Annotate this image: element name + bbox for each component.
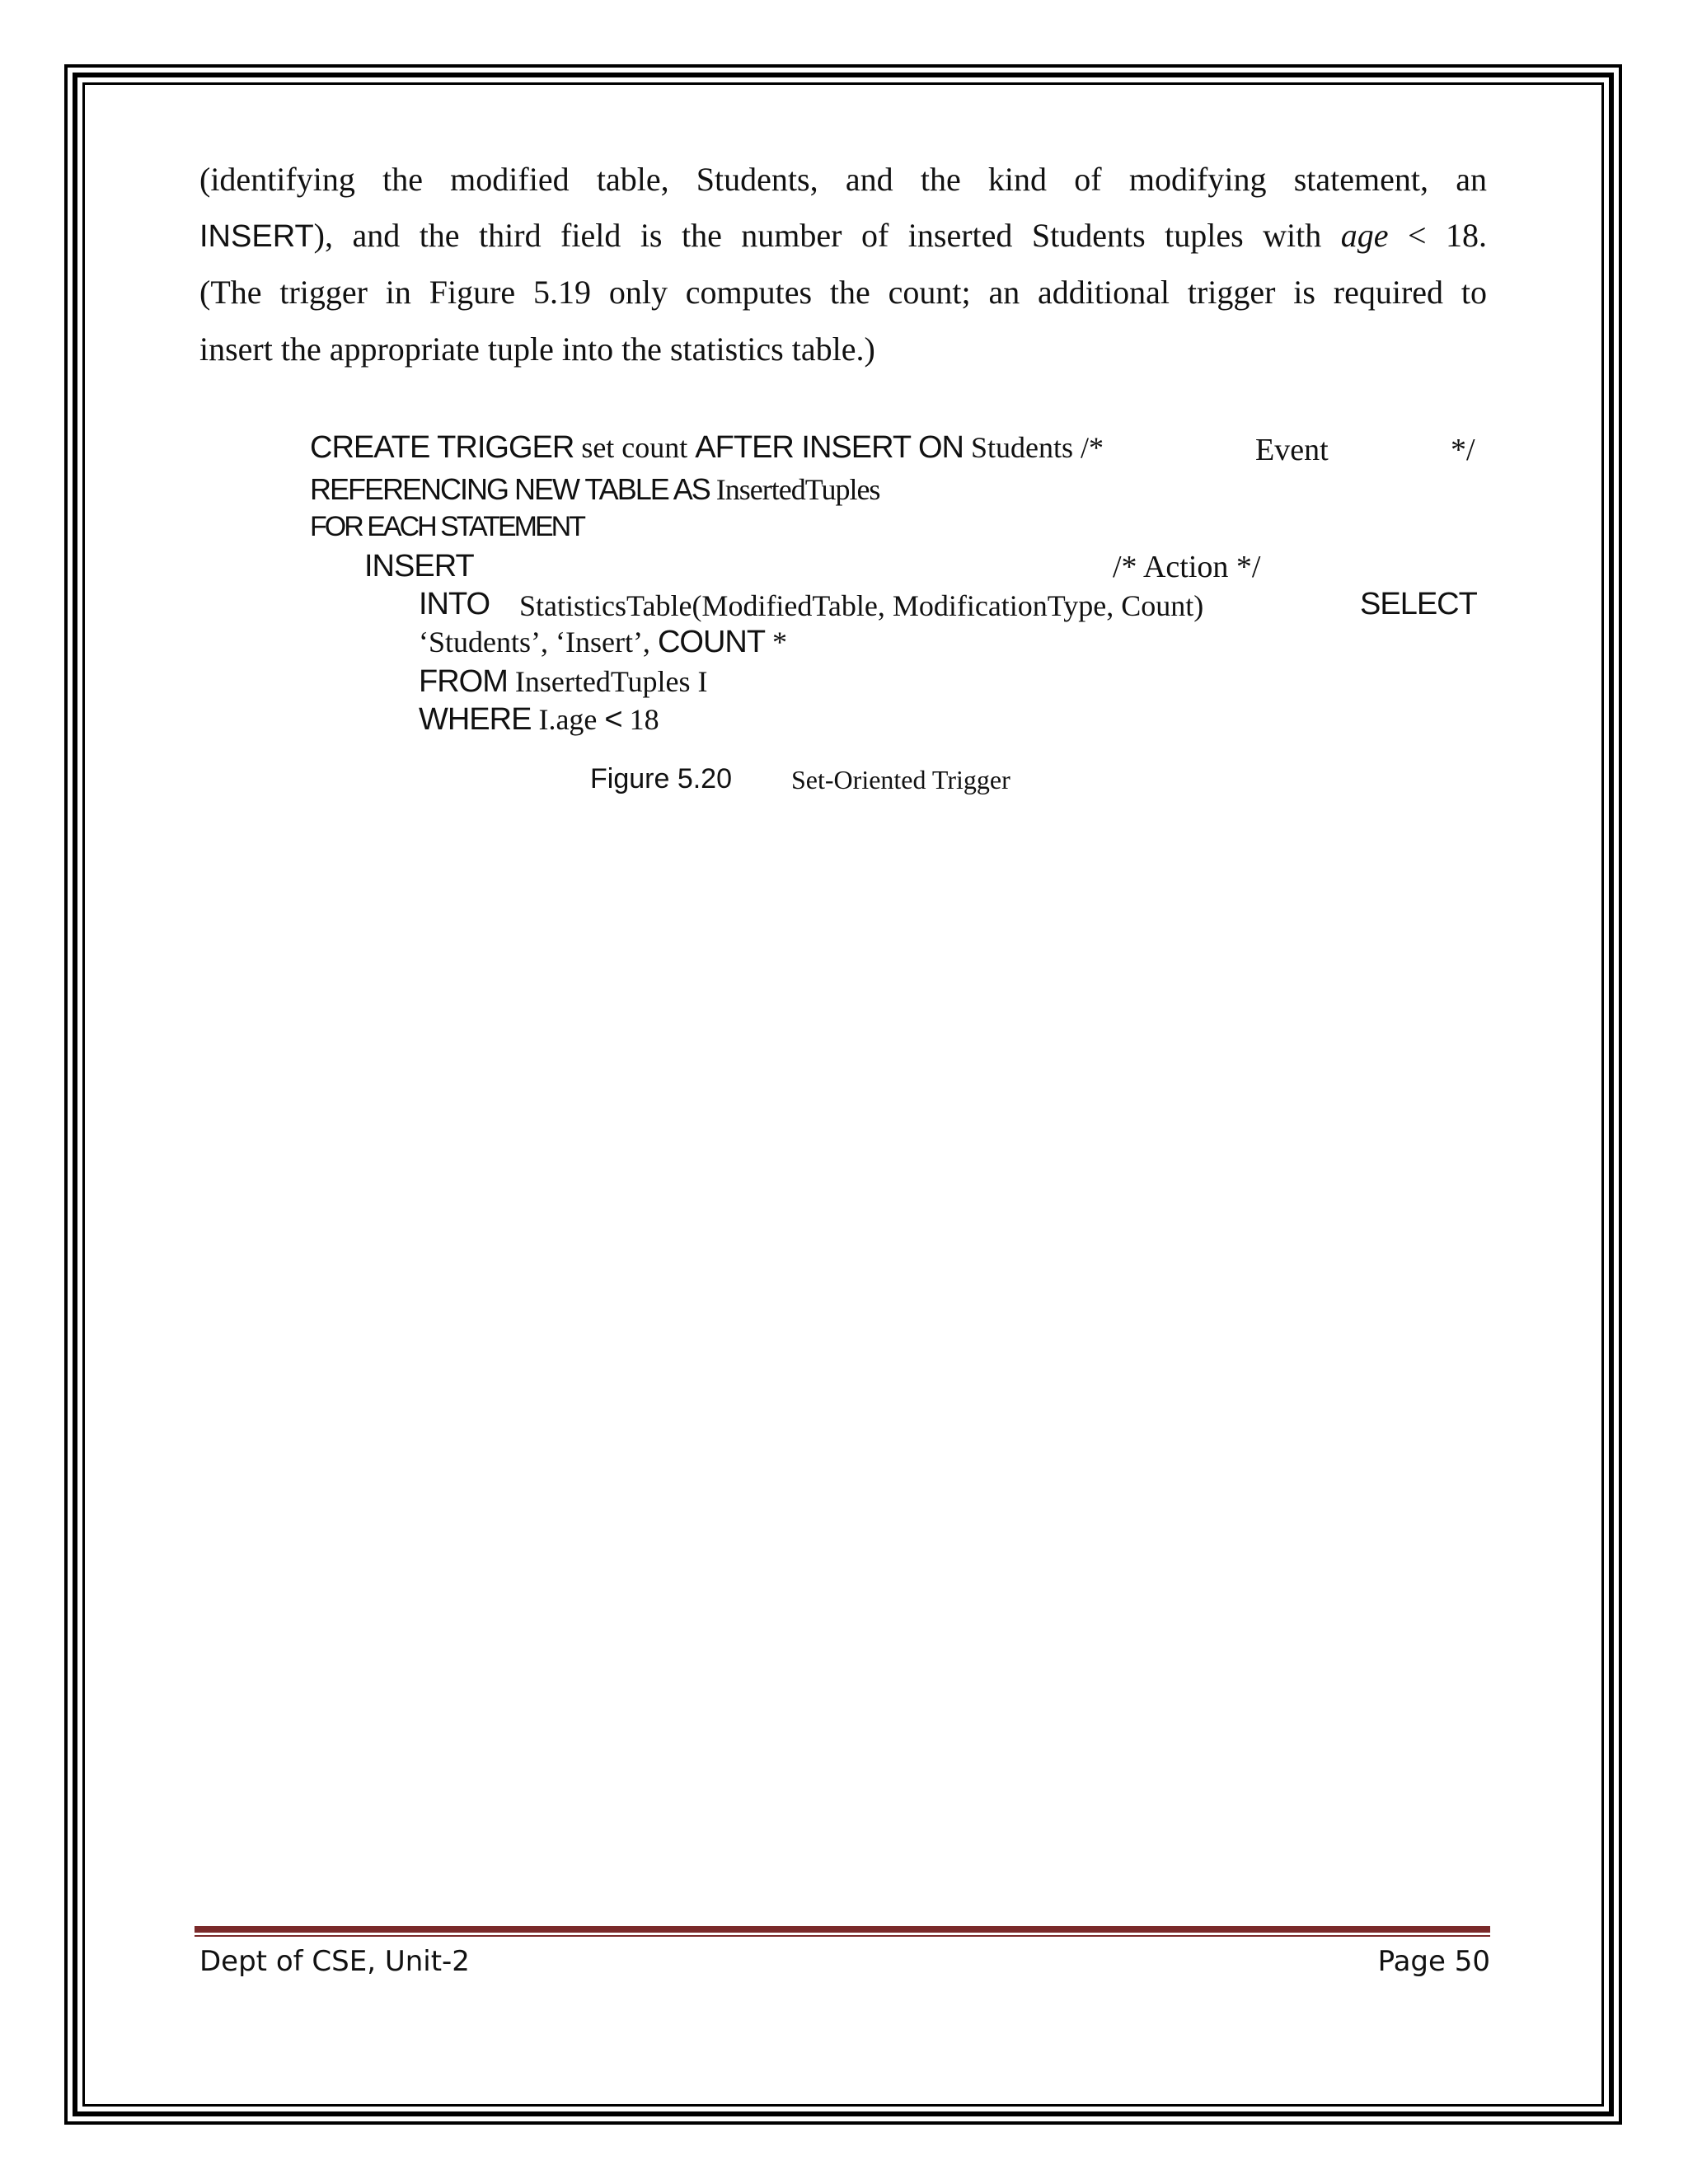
code-line-1 (310, 430, 1104, 466)
into-keyword: INTO (419, 587, 490, 621)
paragraph-line-1: (identifying the modified table, Students, and the kind of modifying statement, an (199, 161, 1487, 198)
select-keyword: SELECT (1360, 587, 1477, 621)
footer-page-number: Page 50 (1377, 1945, 1490, 1978)
event-comment-close: */ (1451, 433, 1475, 467)
table-name: Students /* (963, 431, 1104, 464)
code-line-6 (419, 625, 787, 660)
trigger-name: set count (574, 431, 696, 464)
from-source: InsertedTuples I (507, 665, 708, 698)
count-keyword: COUNT (657, 625, 766, 659)
statistics-table: StatisticsTable(ModifiedTable, ModificationType, Count) (519, 589, 1204, 622)
after-insert-on-keyword: AFTER INSERT ON (695, 430, 964, 465)
age-term: age (1340, 217, 1389, 254)
figure-title: Set-Oriented Trigger (791, 765, 1010, 794)
paragraph-line-2-text: ), and the third field is the number of inserted Students tuples with (313, 217, 1341, 254)
code-line-7 (419, 664, 708, 700)
paragraph-line-2-end: < 18. (1388, 217, 1488, 254)
paragraph-line-2 (199, 211, 1487, 260)
code-line-8 (419, 702, 659, 738)
page-border-inner (82, 82, 1604, 2107)
figure-label: Figure 5.20 (590, 763, 732, 794)
action-comment: /* Action */ (1113, 550, 1261, 584)
insert-keyword: INSERT (199, 219, 314, 254)
where-condition: I.age (531, 703, 605, 736)
where-keyword: WHERE (419, 702, 532, 737)
code-line-2 (310, 472, 879, 507)
code-line-5 (419, 587, 1490, 622)
paragraph-line-3: (The trigger in Figure 5.19 only computes the count; an additional trigger is required to (199, 274, 1487, 311)
figure-caption (590, 763, 1010, 795)
from-keyword: FROM (419, 664, 508, 699)
referencing-keyword: REFERENCING NEW TABLE AS (310, 472, 710, 506)
select-values: ‘Students’, ‘Insert’, (419, 626, 658, 658)
footer-rule-thin (195, 1935, 1490, 1937)
where-value: 18 (621, 703, 659, 736)
create-trigger-keyword: CREATE TRIGGER (310, 430, 574, 465)
footer-department: Dept of CSE, Unit-2 (199, 1945, 470, 1978)
footer-rule-thick (195, 1926, 1490, 1933)
code-line-3: FOR EACH STATEMENT (310, 511, 584, 542)
code-line-4-insert: INSERT (364, 549, 474, 583)
transition-table-name: InsertedTuples (709, 473, 880, 506)
paragraph-line-4: insert the appropriate tuple into the statistics table.) (199, 330, 875, 368)
event-comment: Event (1255, 433, 1329, 467)
less-than-operator: < (604, 702, 622, 737)
count-star: * (765, 626, 788, 658)
